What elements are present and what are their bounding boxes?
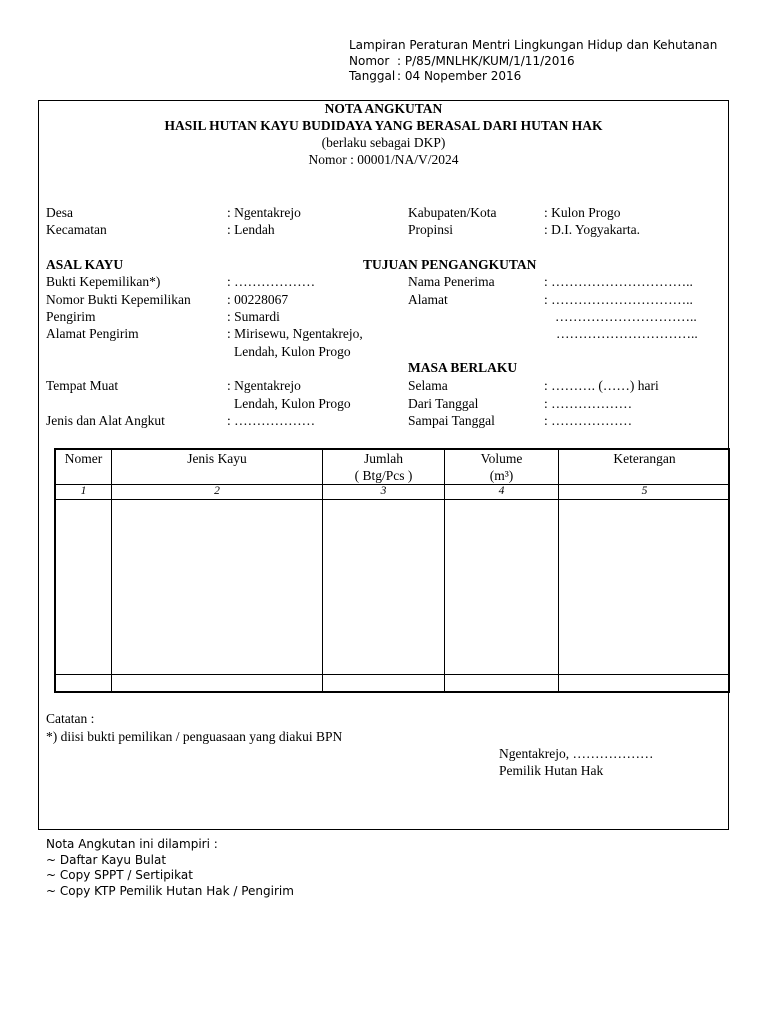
col-number-4: 4 — [498, 485, 505, 497]
jenis-alat-value: : ……………… — [227, 413, 316, 428]
tempat-muat-label: Tempat Muat — [46, 378, 119, 393]
bukti-label: Bukti Kepemilikan*) — [46, 274, 161, 289]
tanggal-value: : 04 Nopember 2016 — [397, 69, 522, 83]
nama-penerima-value: : ………………………….. — [544, 274, 693, 289]
dari-tanggal-value: : ……………… — [544, 396, 633, 411]
kabupaten-label: Kabupaten/Kota — [408, 205, 497, 220]
regulation-date-row — [349, 69, 717, 85]
col-number-1: 1 — [80, 485, 87, 497]
th-nomer: Nomer — [64, 451, 103, 466]
sampai-tanggal-label: Sampai Tanggal — [408, 413, 495, 428]
sampai-tanggal-value: : ……………… — [544, 413, 633, 428]
attachment-item: ~ Copy SPPT / Sertipikat — [46, 868, 193, 882]
regulation-title: Lampiran Peraturan Mentri Lingkungan Hidup dan Kehutanan — [349, 38, 718, 52]
selama-value: : ………. (……) hari — [544, 378, 659, 393]
th-volume — [445, 450, 558, 484]
alamat-value-2: ………………………….. — [555, 309, 697, 324]
desa-label: Desa — [46, 205, 73, 220]
kabupaten-value: : Kulon Progo — [544, 205, 621, 220]
bukti-value: : ……………… — [227, 274, 316, 289]
pengirim-label: Pengirim — [46, 309, 96, 324]
th-jenis-kayu: Jenis Kayu — [187, 451, 247, 466]
asal-kayu-heading: ASAL KAYU — [46, 257, 124, 272]
nomor-bukti-value: : 00228067 — [227, 292, 289, 307]
th-volume-line2: (m³) — [489, 468, 514, 483]
doc-number: Nomor : 00001/NA/V/2024 — [308, 152, 459, 167]
regulation-number-row — [349, 54, 717, 70]
catatan-note: *) diisi bukti pemilikan / penguasaan yang diakui BPN — [46, 729, 343, 744]
jenis-alat-label: Jenis dan Alat Angkut — [46, 413, 165, 428]
tempat-muat-value: : Ngentakrejo — [227, 378, 301, 393]
doc-subtitle: (berlaku sebagai DKP) — [321, 135, 446, 150]
dari-tanggal-label: Dari Tanggal — [408, 396, 479, 411]
nomor-value: : P/85/MNLHK/KUM/1/11/2016 — [397, 53, 575, 68]
propinsi-value: : D.I. Yogyakarta. — [544, 222, 640, 237]
th-jumlah-line2: ( Btg/Pcs ) — [354, 468, 413, 483]
alamat-pengirim-label: Alamat Pengirim — [46, 326, 139, 341]
tujuan-heading: TUJUAN PENGANGKUTAN — [363, 257, 537, 272]
alamat-pengirim-value: : Mirisewu, Ngentakrejo, — [227, 326, 363, 341]
th-jumlah — [323, 450, 444, 484]
th-keterangan: Keterangan — [613, 451, 676, 466]
signature-place-date: Ngentakrejo, ……………… — [499, 746, 654, 761]
alamat-value-1: : ………………………….. — [544, 292, 693, 307]
doc-title: NOTA ANGKUTAN — [324, 101, 443, 116]
nama-penerima-label: Nama Penerima — [408, 274, 495, 289]
col-number-3: 3 — [380, 485, 387, 497]
col-number-2: 2 — [214, 485, 220, 497]
alamat-label: Alamat — [408, 292, 448, 307]
selama-label: Selama — [408, 378, 448, 393]
regulation-header — [349, 38, 717, 85]
number-row-divider — [56, 499, 728, 500]
masa-berlaku-heading: MASA BERLAKU — [408, 360, 518, 375]
desa-value: : Ngentakrejo — [227, 205, 301, 220]
doc-title-2: HASIL HUTAN KAYU BUDIDAYA YANG BERASAL DARI HUTAN HAK — [164, 118, 603, 133]
nomor-bukti-label: Nomor Bukti Kepemilikan — [46, 292, 191, 307]
tanggal-label: Tanggal — [349, 69, 396, 83]
attachment-item: ~ Daftar Kayu Bulat — [46, 852, 167, 867]
th-volume-line1: Volume — [480, 451, 523, 466]
total-row-divider — [56, 674, 728, 675]
kecamatan-label: Kecamatan — [46, 222, 107, 237]
nomor-label: Nomor — [349, 53, 390, 68]
kecamatan-value: : Lendah — [227, 222, 275, 237]
attachments-intro: Nota Angkutan ini dilampiri : — [46, 837, 218, 851]
catatan-label: Catatan : — [46, 711, 95, 726]
pengirim-value: : Sumardi — [227, 309, 280, 324]
th-jumlah-line1: Jumlah — [364, 451, 403, 466]
kayu-table — [54, 448, 730, 693]
col-number-5: 5 — [641, 485, 648, 497]
alamat-pengirim-value-2: Lendah, Kulon Progo — [234, 344, 351, 359]
signature-title: Pemilik Hutan Hak — [499, 763, 604, 778]
tempat-muat-value-2: Lendah, Kulon Progo — [234, 396, 351, 411]
attachments-list — [46, 837, 294, 899]
alamat-value-3: ………………………….. — [556, 326, 698, 341]
propinsi-label: Propinsi — [408, 222, 454, 237]
attachment-item: ~ Copy KTP Pemilik Hutan Hak / Pengirim — [46, 883, 294, 898]
